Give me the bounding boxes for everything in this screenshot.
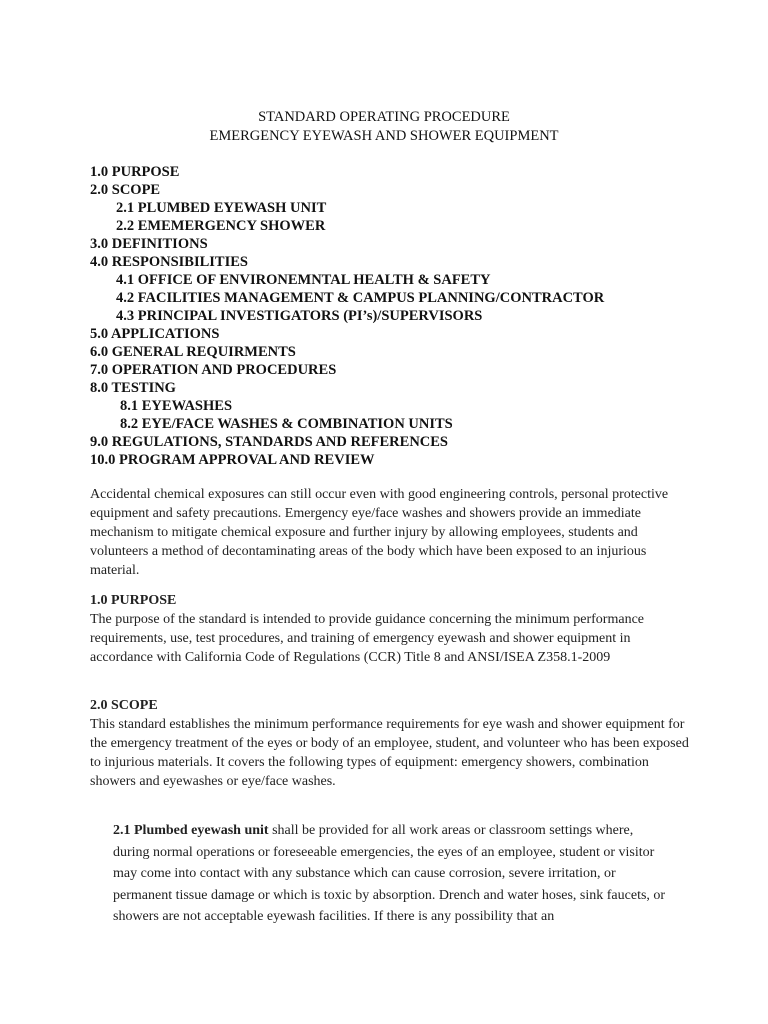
toc-item: 10.0 PROGRAM APPROVAL AND REVIEW — [90, 452, 375, 468]
section-heading: 1.0 PURPOSE — [90, 593, 177, 608]
document-title-line-2: EMERGENCY EYEWASH AND SHOWER EQUIPMENT — [209, 128, 559, 144]
document-title-block — [0, 108, 768, 146]
section-scope — [90, 696, 690, 791]
toc-item: 8.2 EYE/FACE WASHES & COMBINATION UNITS — [120, 416, 453, 432]
toc-item: 4.2 FACILITIES MANAGEMENT & CAMPUS PLANNING/CONTRACTOR — [116, 290, 605, 306]
toc-item: 8.0 TESTING — [90, 380, 176, 396]
toc-item: 4.1 OFFICE OF ENVIRONEMNTAL HEALTH & SAFETY — [116, 272, 491, 288]
section-body: The purpose of the standard is intended to provide guidance concerning the minimum performance requirements, use, test procedures, and training of emergency eyewash and shower equipment in accordance with California Code of Regulations (CCR) Title 8 and ANSI/ISEA Z358.1-2009 — [90, 612, 644, 665]
table-of-contents — [90, 163, 730, 469]
subsection-lead: 2.1 Plumbed eyewash unit — [113, 823, 269, 838]
toc-item: 6.0 GENERAL REQUIRMENTS — [90, 344, 296, 360]
toc-item: 4.3 PRINCIPAL INVESTIGATORS (PI’s)/SUPERVISORS — [116, 308, 483, 324]
document-title-line-1: STANDARD OPERATING PROCEDURE — [258, 109, 510, 125]
toc-item: 8.1 EYEWASHES — [120, 398, 233, 414]
toc-item: 2.0 SCOPE — [90, 182, 161, 198]
section-heading: 2.0 SCOPE — [90, 698, 158, 713]
subsection-body: shall be provided for all work areas or classroom settings where, during normal operations or foreseeable emergencies, the eyes of an employee, student or visitor may come into contact with any substance which can cause corrosion, severe irritation, or permanent tissue damage or which is toxic by absorption. Drench and water hoses, sink faucets, or showers are not acceptable eyewash facilities. If there is any possibility that an — [113, 823, 666, 924]
toc-item: 4.0 RESPONSIBILITIES — [90, 254, 248, 270]
toc-item: 7.0 OPERATION AND PROCEDURES — [90, 362, 337, 378]
toc-item: 2.1 PLUMBED EYEWASH UNIT — [116, 200, 327, 216]
toc-item: 5.0 APPLICATIONS — [90, 326, 220, 342]
section-purpose — [90, 591, 690, 667]
intro-paragraph: Accidental chemical exposures can still occur even with good engineering controls, personal protective equipment and safety precautions. Emergency eye/face washes and showers provide an immediate mechanism to mitigate chemical exposure and further injury by allowing employees, students and volunteers a method of decontaminating areas of the body which have been exposed to an injurious material. — [90, 487, 669, 578]
section-plumbed-eyewash — [113, 820, 673, 928]
toc-item: 3.0 DEFINITIONS — [90, 236, 208, 252]
toc-item: 9.0 REGULATIONS, STANDARDS AND REFERENCES — [90, 434, 448, 450]
section-body: This standard establishes the minimum performance requirements for eye wash and shower equipment for the emergency treatment of the eyes or body of an employee, student, and volunteer who has been exposed to injurious materials. It covers the following types of equipment: emergency showers, combination showers and eyewashes or eye/face washes. — [90, 717, 689, 789]
toc-item: 2.2 EMEMERGENCY SHOWER — [116, 218, 326, 234]
toc-item: 1.0 PURPOSE — [90, 164, 180, 180]
